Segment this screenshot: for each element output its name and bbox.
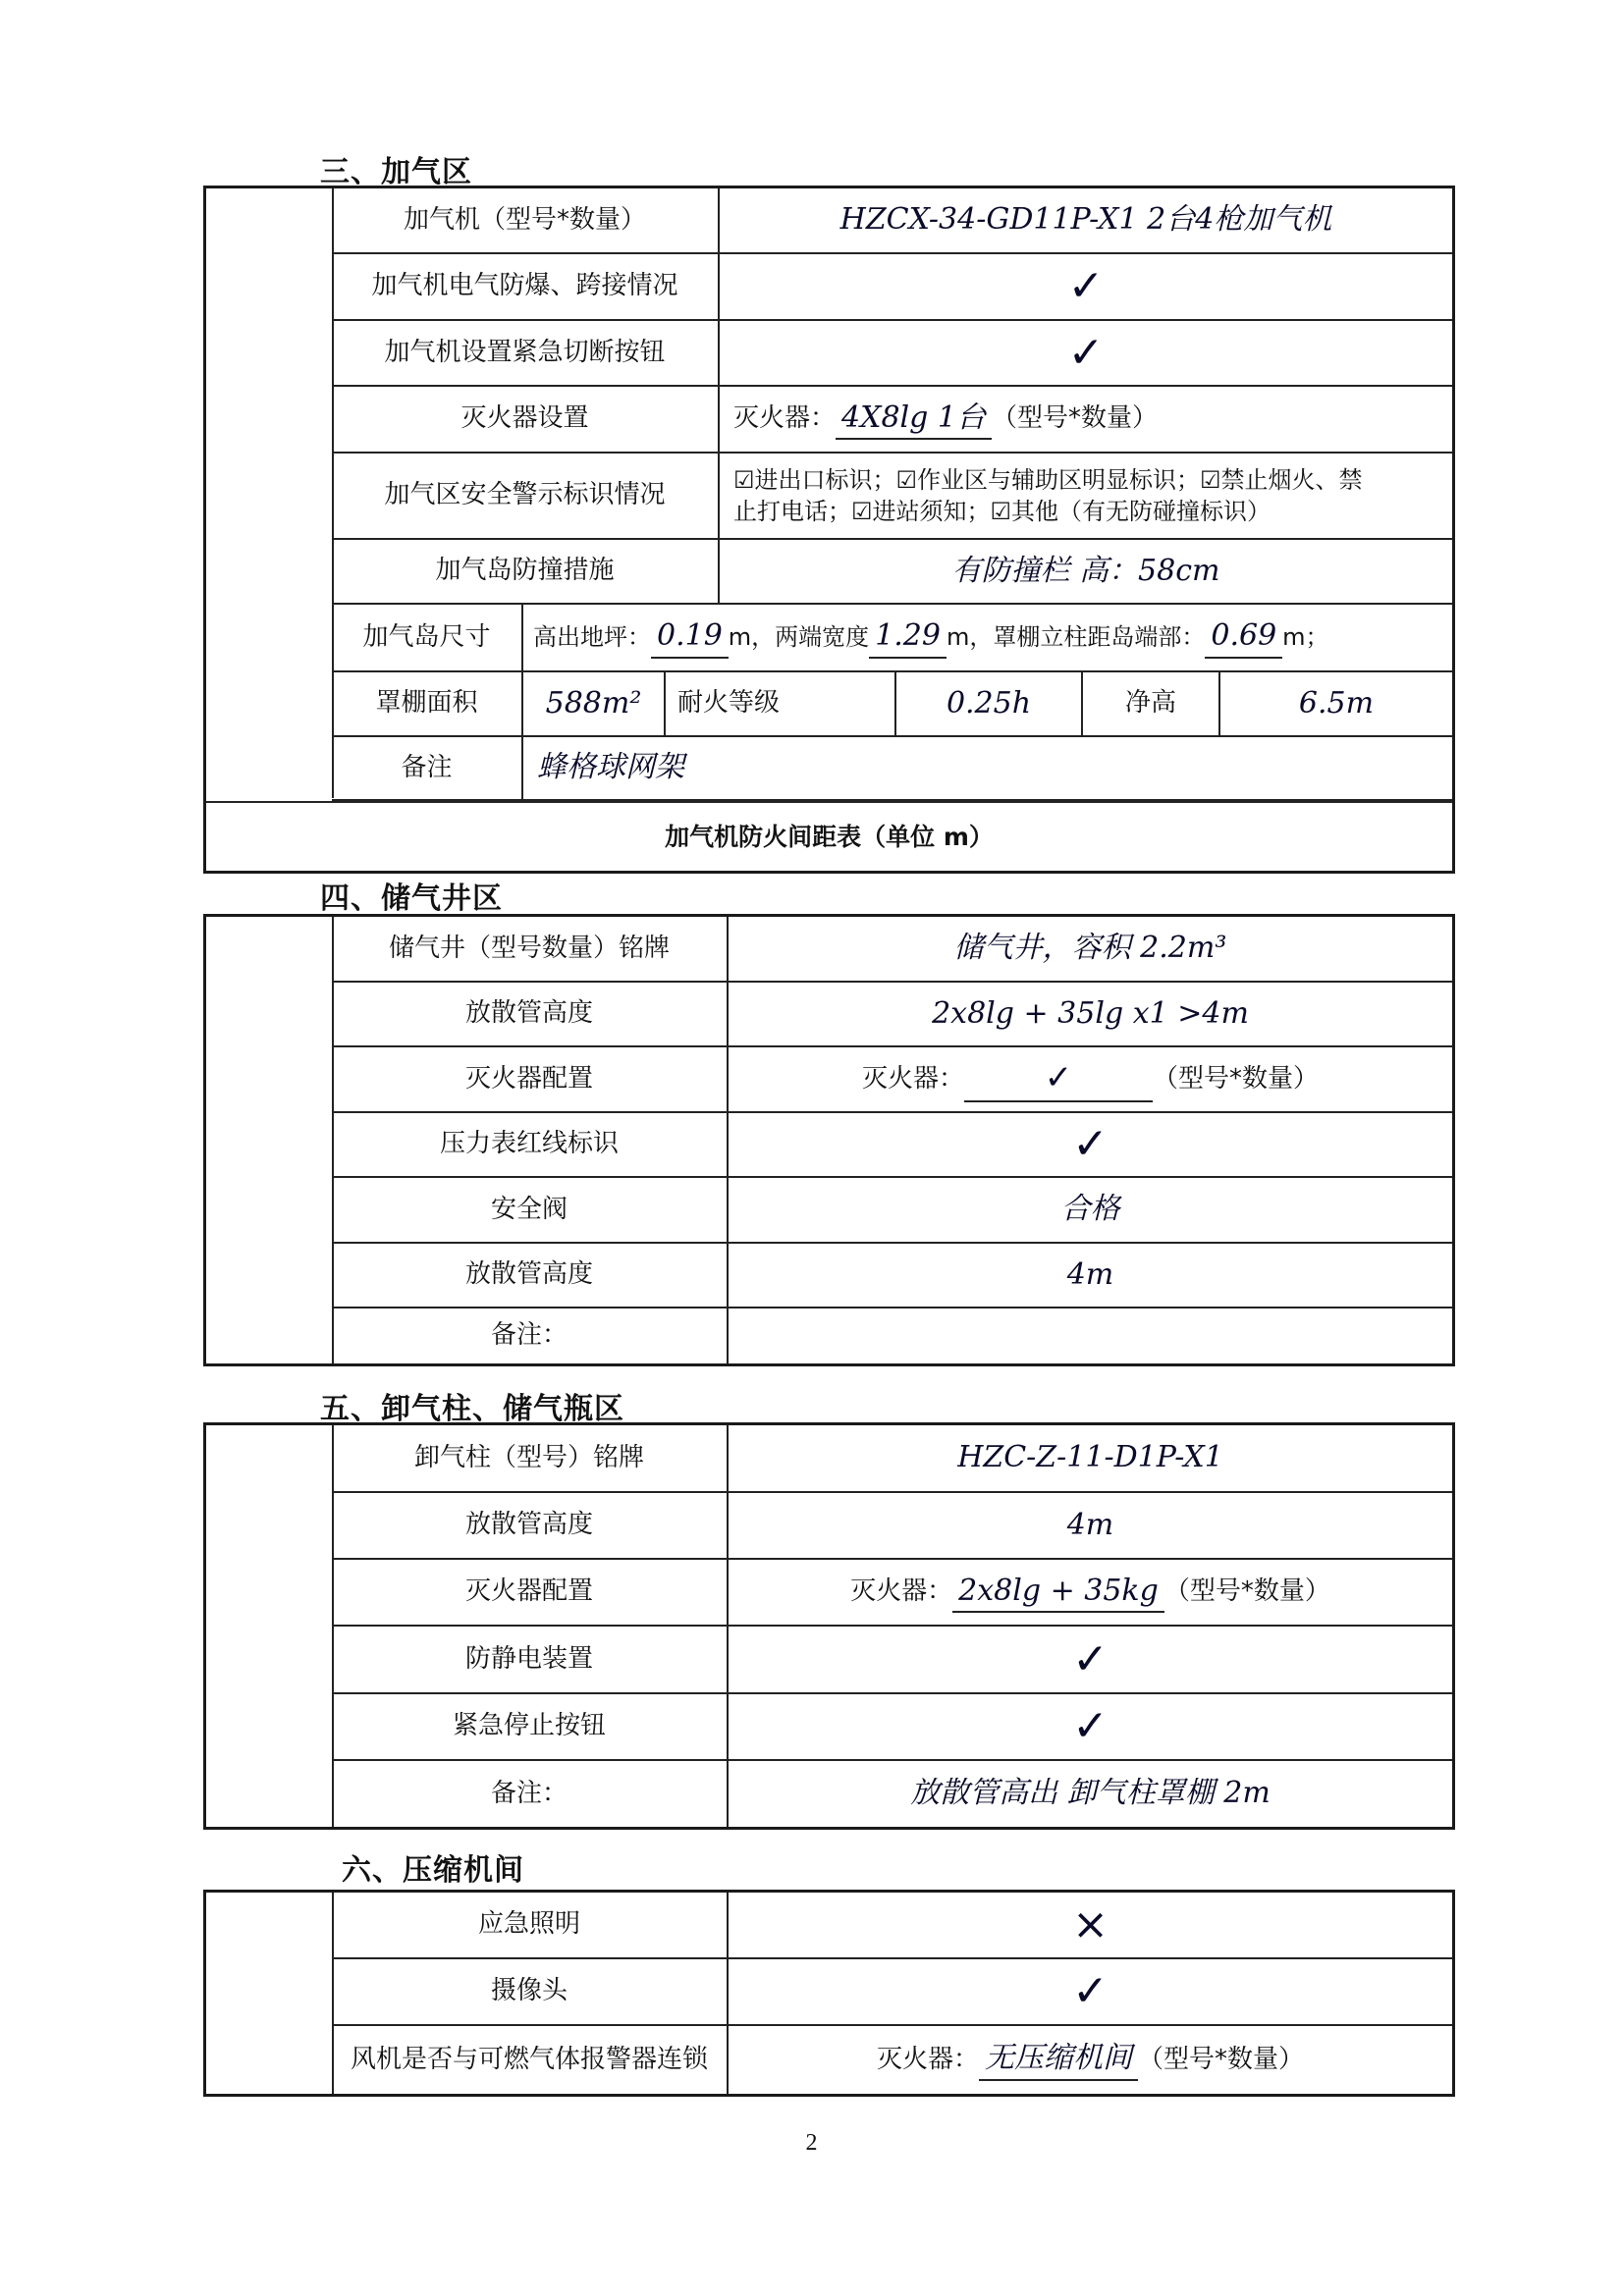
pressure-gauge-label: 压力表红线标识 [439,1129,619,1159]
vent-height-value-5: 4m [727,1493,1452,1558]
extinguisher-check-4: ✓ [964,1056,1153,1103]
row-extinguisher-config-4 [332,1047,1452,1113]
anti-collision-label: 加气岛防撞措施 [435,556,615,586]
extinguisher-prefix: 灭火器： [733,403,837,434]
section-4-table [203,914,1455,1366]
row-unloading-post-plate [332,1425,1452,1493]
row-canopy [332,672,1452,737]
section-5-table [203,1422,1455,1830]
row-fan-interlock [332,2026,1452,2094]
camera-label: 摄像头 [490,1976,568,2006]
row-vent-height-1 [332,983,1452,1047]
vent-height-label-2: 放散管高度 [464,1259,593,1290]
emergency-cutoff-check: ✓ [718,321,1452,385]
remark-label-5: 备注： [490,1778,568,1808]
row-pressure-gauge [332,1113,1452,1178]
fan-interlock-label: 风机是否与可燃气体报警器连锁 [350,2044,708,2074]
clear-height-label: 净高 [1081,672,1218,735]
vent-height-label-5: 放散管高度 [464,1510,593,1540]
remark-value-4 [727,1308,1452,1363]
fire-rating-label: 耐火等级 [664,672,894,735]
extinguisher-prefix-5: 灭火器： [850,1576,953,1607]
row-remark-5 [332,1761,1452,1827]
extinguisher-suffix-5: （型号*数量） [1163,1576,1330,1607]
extinguisher-handwritten-6: 无压缩机间 [979,2039,1138,2081]
vent-height-label-1: 放散管高度 [464,998,593,1029]
emergency-stop-check: ✓ [727,1694,1452,1759]
clear-height-value: 6.5m [1218,672,1452,735]
row-anti-collision [332,540,1452,605]
section-6-table [203,1890,1455,2097]
explosion-proof-check: ✓ [718,254,1452,319]
fire-rating-value: 0.25h [894,672,1081,735]
island-pillar-text: m，罩棚立柱距岛端部： [946,623,1206,652]
canopy-area-value: 588m² [521,672,664,735]
extinguisher-suffix-6: （型号*数量） [1138,2044,1305,2074]
safety-valve-label: 安全阀 [490,1194,568,1224]
extinguisher-handwritten: 4X8lg 1台 [836,399,992,441]
emergency-stop-label: 紧急停止按钮 [452,1711,606,1741]
extinguisher-suffix: （型号*数量） [991,403,1158,434]
row-island-size [332,605,1452,672]
row-gas-well-plate [332,917,1452,983]
row-remark-4 [332,1308,1452,1363]
warning-signs-line2: 止打电话；☑进站须知；☑其他（有无防碰撞标识） [733,498,1271,525]
row-explosion-proof [332,254,1452,321]
section-6-heading: 六、压缩机间 [342,1853,524,1888]
dispenser-model-label: 加气机（型号*数量） [403,204,646,235]
row-emergency-cutoff [332,321,1452,387]
vent-height-value-1: 2x8lg + 35lg x1 >4m [727,983,1452,1045]
row-extinguisher-config-5 [332,1560,1452,1627]
row-emergency-stop [332,1694,1452,1761]
island-width-text: m，两端宽度 [728,623,870,652]
row-safety-valve [332,1178,1452,1244]
camera-check: ✓ [727,1959,1452,2024]
emergency-lighting-value: × [727,1893,1452,1957]
section-5-heading: 五、卸气柱、储气瓶区 [320,1392,624,1426]
row-emergency-lighting [332,1893,1452,1959]
warning-signs-line1: ☑进出口标识；☑作业区与辅助区明显标识；☑禁止烟火、禁 [733,465,1363,494]
row-camera [332,1959,1452,2026]
dispenser-model-value: HZCX-34-GD11P-X1 2台4枪加气机 [718,188,1452,252]
gas-well-plate-label: 储气井（型号数量）铭牌 [388,933,670,963]
row-remark [332,737,1452,801]
island-height-value: 0.19 [651,616,729,659]
section-4-heading: 四、储气井区 [320,881,503,916]
anti-collision-value: 有防撞栏 高：58cm [718,540,1452,603]
unloading-post-plate-value: HZC-Z-11-D1P-X1 [727,1425,1452,1491]
remark-label: 备注 [401,752,453,782]
row-warning-signs [332,454,1452,540]
extinguisher-prefix-4: 灭火器： [861,1063,964,1094]
antistatic-check: ✓ [727,1627,1452,1692]
remark-label-4: 备注： [490,1320,568,1351]
island-pillar-value: 0.69 [1205,616,1282,659]
row-dispenser-model [332,188,1452,254]
canopy-area-label: 罩棚面积 [375,688,478,719]
extinguisher-suffix-4: （型号*数量） [1153,1063,1320,1094]
emergency-cutoff-label: 加气机设置紧急切断按钮 [384,337,666,367]
island-width-value: 1.29 [869,616,947,659]
explosion-proof-label: 加气机电气防爆、跨接情况 [371,271,678,301]
extinguisher-handwritten-5: 2x8lg + 35kg [952,1572,1164,1614]
distance-table-title: 加气机防火间距表（单位 m） [665,823,994,852]
remark-value: 蜂格球网架 [521,737,1452,799]
section-3-table [203,186,1455,874]
extinguisher-label: 灭火器设置 [460,403,589,434]
vent-height-value-2: 4m [727,1244,1452,1307]
emergency-lighting-label: 应急照明 [477,1909,580,1940]
island-size-label: 加气岛尺寸 [362,621,491,652]
row-vent-height-2 [332,1244,1452,1308]
island-height-text: 高出地坪： [533,623,651,652]
extinguisher-config-label-5: 灭火器配置 [464,1576,593,1607]
pressure-gauge-check: ✓ [727,1113,1452,1176]
extinguisher-prefix-6: 灭火器： [876,2044,979,2074]
row-vent-height-5 [332,1493,1452,1560]
safety-valve-value: 合格 [727,1178,1452,1242]
extinguisher-config-label-4: 灭火器配置 [464,1063,593,1094]
antistatic-label: 防静电装置 [464,1643,593,1674]
gas-well-plate-value: 储气井，容积 2.2m³ [727,917,1452,981]
row-extinguisher [332,387,1452,454]
remark-value-5: 放散管高出 卸气柱罩棚 2m [727,1761,1452,1827]
warning-signs-label: 加气区安全警示标识情况 [384,480,666,510]
page-number: 2 [805,2130,818,2156]
row-antistatic [332,1627,1452,1694]
section-3-heading: 三、加气区 [320,155,472,189]
island-pillar-unit: m； [1282,623,1329,652]
unloading-post-plate-label: 卸气柱（型号）铭牌 [413,1442,644,1472]
